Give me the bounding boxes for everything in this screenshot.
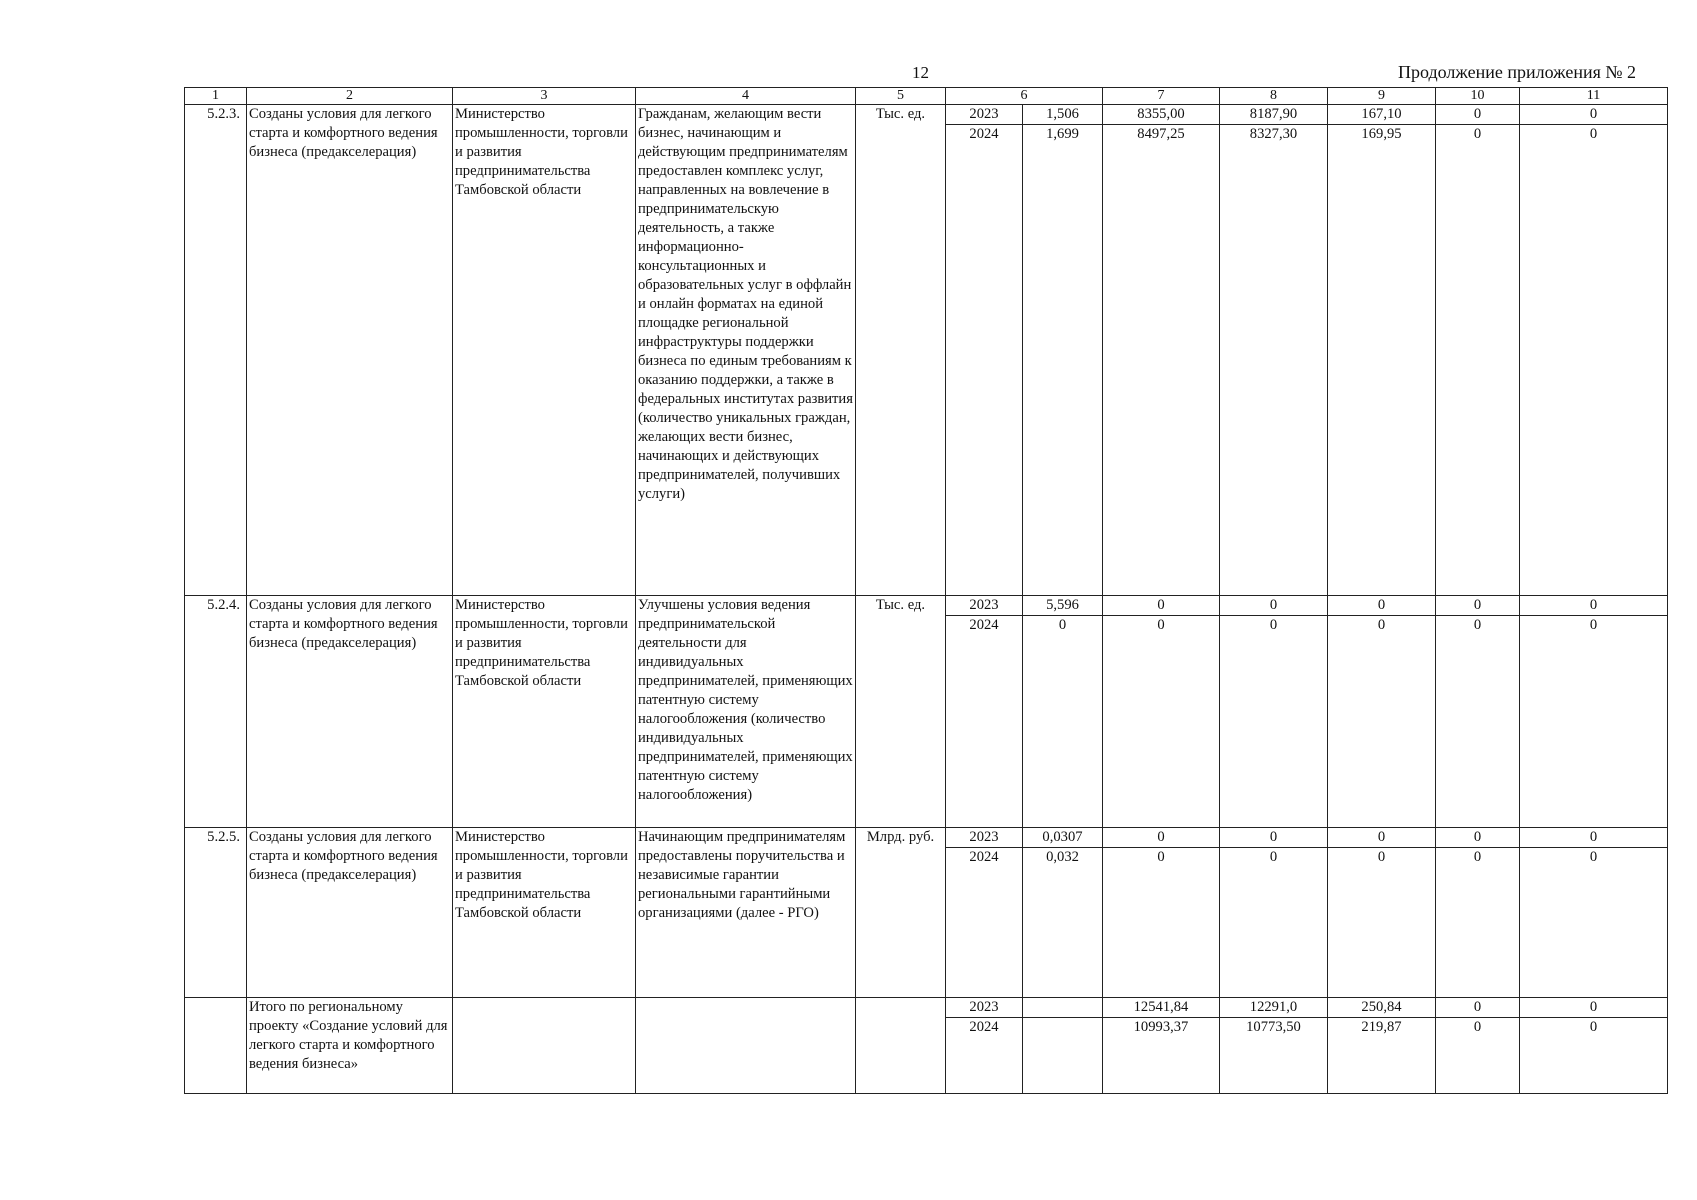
result-name: Созданы условия для легкого старта и комфортного ведения бизнеса (предакселерация) — [247, 828, 453, 998]
col8-cell: 0 — [1220, 596, 1328, 616]
page-number: 12 — [912, 63, 929, 82]
col11-cell: 0 — [1520, 848, 1668, 998]
result-description: Улучшены условия ведения предпринимательской деятельности для индивидуальных предпринимателей, применяющих патентную систему налогообложения (количество индивидуальных предпринимателей, применяющих патентную систему налогообложения) — [636, 596, 856, 828]
value-cell: 5,596 — [1023, 596, 1103, 616]
col8-cell: 8327,30 — [1220, 125, 1328, 596]
total-label: Итого по региональному проекту «Создание условий для легкого старта и комфортного ведения бизнеса» — [247, 998, 453, 1094]
col-header-6: 6 — [946, 88, 1103, 105]
table-row — [185, 596, 1668, 616]
col10-cell: 0 — [1436, 596, 1520, 616]
col8-cell: 0 — [1220, 616, 1328, 828]
col7-cell: 0 — [1103, 596, 1220, 616]
col-header-8: 8 — [1220, 88, 1328, 105]
col10-cell: 0 — [1436, 848, 1520, 998]
col9-cell: 0 — [1328, 848, 1436, 998]
col9-cell: 0 — [1328, 616, 1436, 828]
col8-cell: 10773,50 — [1220, 1018, 1328, 1094]
col10-cell: 0 — [1436, 616, 1520, 828]
total-number — [185, 998, 247, 1094]
year-cell: 2023 — [946, 596, 1023, 616]
col-header-3: 3 — [453, 88, 636, 105]
col7-cell: 0 — [1103, 828, 1220, 848]
col11-cell: 0 — [1520, 105, 1668, 125]
total-unit — [856, 998, 946, 1094]
result-description: Начинающим предпринимателям предоставлены поручительства и независимые гарантии региональными гарантийными организациями (далее - РГО) — [636, 828, 856, 998]
col8-cell: 8187,90 — [1220, 105, 1328, 125]
year-cell: 2023 — [946, 998, 1023, 1018]
year-cell: 2023 — [946, 105, 1023, 125]
value-cell: 0,0307 — [1023, 828, 1103, 848]
col9-cell: 169,95 — [1328, 125, 1436, 596]
col9-cell: 0 — [1328, 596, 1436, 616]
executor: Министерство промышленности, торговли и развития предпринимательства Тамбовской области — [453, 105, 636, 596]
executor: Министерство промышленности, торговли и развития предпринимательства Тамбовской области — [453, 596, 636, 828]
value-cell: 1,506 — [1023, 105, 1103, 125]
row-number: 5.2.5. — [185, 828, 247, 998]
col11-cell: 0 — [1520, 596, 1668, 616]
year-cell: 2024 — [946, 848, 1023, 998]
total-row — [185, 998, 1668, 1018]
col-header-9: 9 — [1328, 88, 1436, 105]
row-number: 5.2.4. — [185, 596, 247, 828]
appendix-note: Продолжение приложения № 2 — [1398, 62, 1637, 82]
col7-cell: 12541,84 — [1103, 998, 1220, 1018]
result-name: Созданы условия для легкого старта и комфортного ведения бизнеса (предакселерация) — [247, 105, 453, 596]
result-name: Созданы условия для легкого старта и комфортного ведения бизнеса (предакселерация) — [247, 596, 453, 828]
value-cell: 1,699 — [1023, 125, 1103, 596]
col10-cell: 0 — [1436, 125, 1520, 596]
project-table — [184, 87, 1668, 1094]
total-executor — [453, 998, 636, 1094]
col8-cell: 0 — [1220, 828, 1328, 848]
value-cell — [1023, 998, 1103, 1018]
col-header-11: 11 — [1520, 88, 1668, 105]
year-cell: 2024 — [946, 616, 1023, 828]
year-cell: 2024 — [946, 1018, 1023, 1094]
col9-cell: 219,87 — [1328, 1018, 1436, 1094]
col11-cell: 0 — [1520, 828, 1668, 848]
total-description — [636, 998, 856, 1094]
col9-cell: 0 — [1328, 828, 1436, 848]
col8-cell: 12291,0 — [1220, 998, 1328, 1018]
col10-cell: 0 — [1436, 998, 1520, 1018]
year-cell: 2023 — [946, 828, 1023, 848]
col-header-2: 2 — [247, 88, 453, 105]
col-header-10: 10 — [1436, 88, 1520, 105]
unit: Млрд. руб. — [856, 828, 946, 998]
col7-cell: 10993,37 — [1103, 1018, 1220, 1094]
col-header-5: 5 — [856, 88, 946, 105]
col-header-7: 7 — [1103, 88, 1220, 105]
col11-cell: 0 — [1520, 616, 1668, 828]
col7-cell: 0 — [1103, 616, 1220, 828]
column-numbers-row — [185, 88, 1668, 105]
value-cell: 0,032 — [1023, 848, 1103, 998]
col9-cell: 167,10 — [1328, 105, 1436, 125]
col11-cell: 0 — [1520, 1018, 1668, 1094]
year-cell: 2024 — [946, 125, 1023, 596]
value-cell: 0 — [1023, 616, 1103, 828]
col7-cell: 8497,25 — [1103, 125, 1220, 596]
col-header-4: 4 — [636, 88, 856, 105]
col11-cell: 0 — [1520, 998, 1668, 1018]
value-cell — [1023, 1018, 1103, 1094]
executor: Министерство промышленности, торговли и развития предпринимательства Тамбовской области — [453, 828, 636, 998]
unit: Тыс. ед. — [856, 105, 946, 596]
col8-cell: 0 — [1220, 848, 1328, 998]
result-description: Гражданам, желающим вести бизнес, начинающим и действующим предпринимателям предоставлен комплекс услуг, направленных на вовлечение в предпринимательскую деятельность, а также информационно-консультационных и образовательных услуг в оффлайн и онлайн форматах на единой площадке региональной инфраструктуры поддержки бизнеса по единым требованиям к оказанию поддержки, а также в федеральных институтах развития (количество уникальных граждан, желающих вести бизнес, начинающих и действующих предпринимателей, получивших услуги) — [636, 105, 856, 596]
col10-cell: 0 — [1436, 828, 1520, 848]
col9-cell: 250,84 — [1328, 998, 1436, 1018]
row-number: 5.2.3. — [185, 105, 247, 596]
col10-cell: 0 — [1436, 1018, 1520, 1094]
col11-cell: 0 — [1520, 125, 1668, 596]
col10-cell: 0 — [1436, 105, 1520, 125]
unit: Тыс. ед. — [856, 596, 946, 828]
table-row — [185, 828, 1668, 848]
col7-cell: 0 — [1103, 848, 1220, 998]
col-header-1: 1 — [185, 88, 247, 105]
col7-cell: 8355,00 — [1103, 105, 1220, 125]
table-row — [185, 105, 1668, 125]
